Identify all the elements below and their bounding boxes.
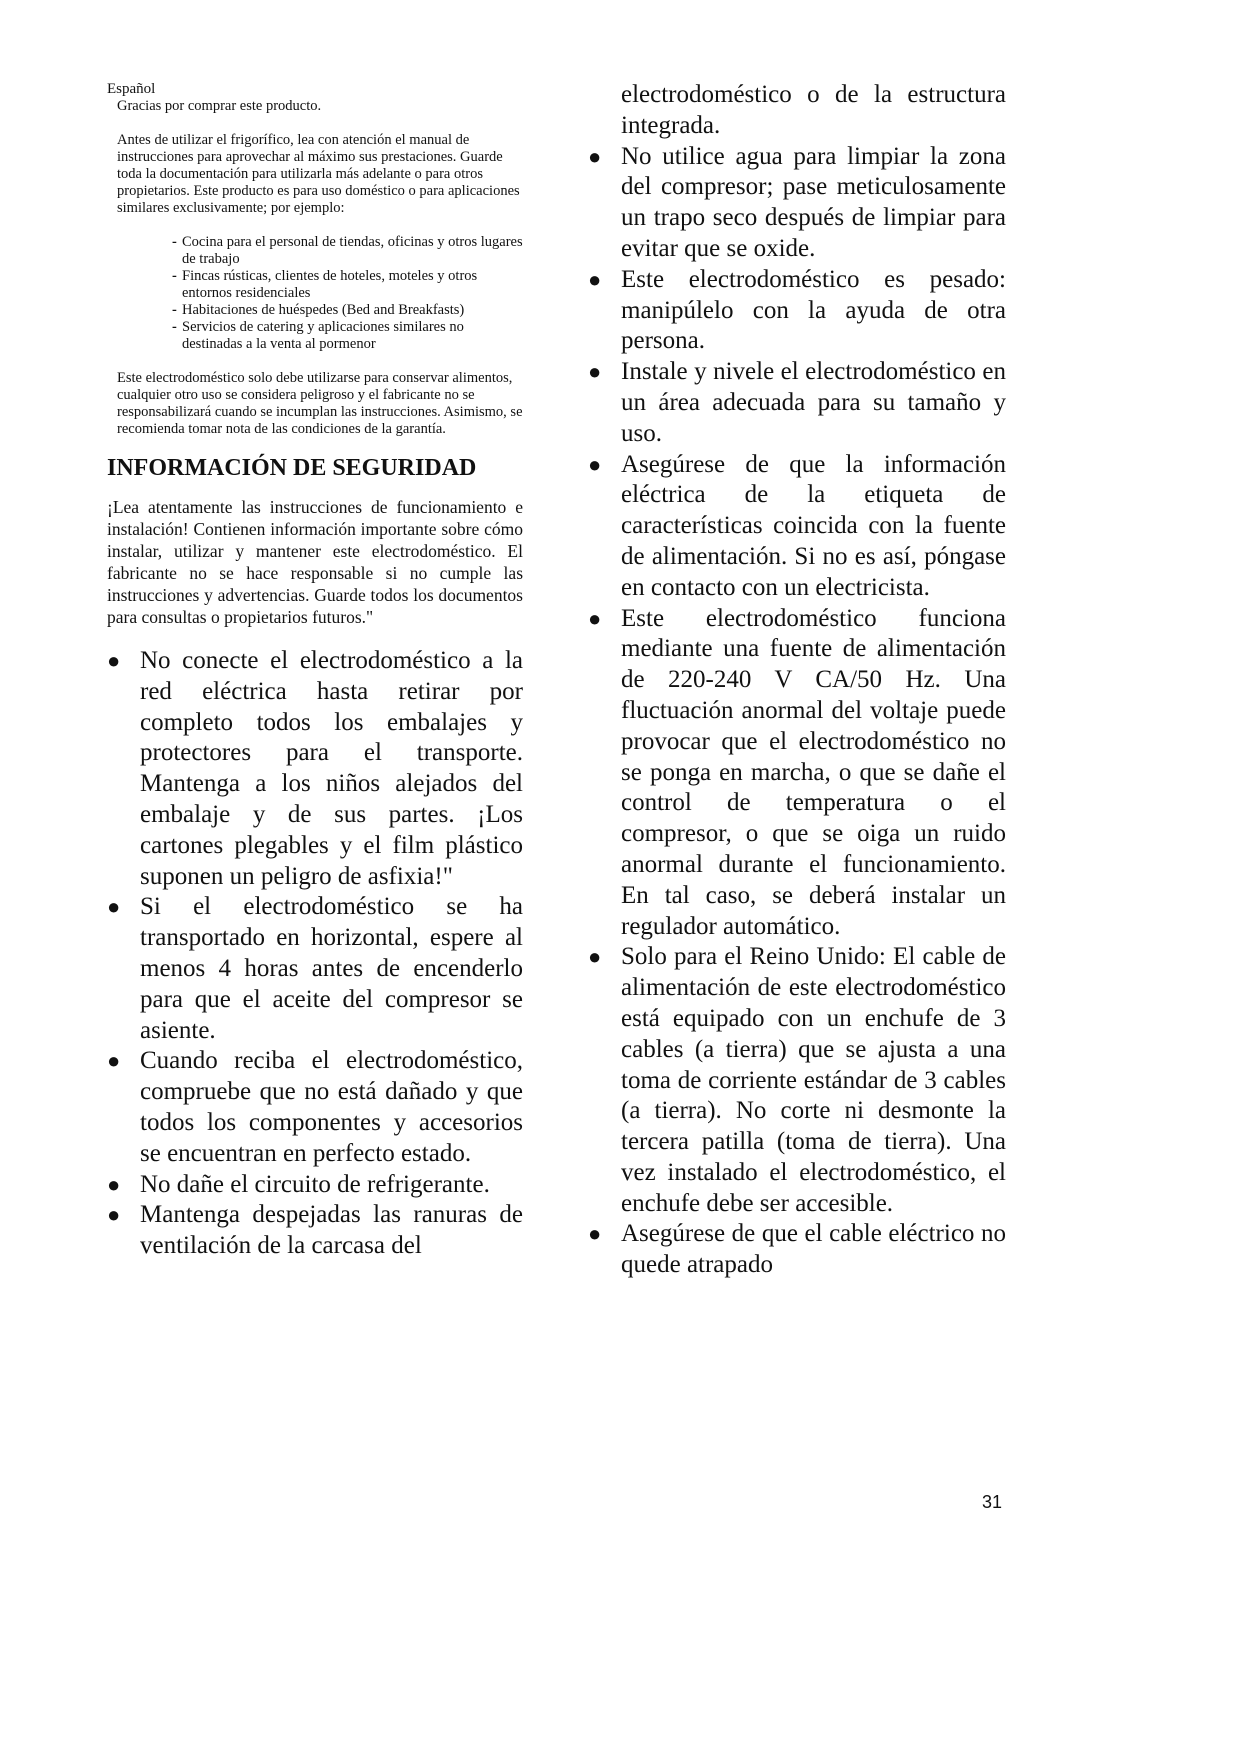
bullet-icon: ● [107, 1048, 121, 1074]
list-item: ● Mantenga despejadas las ranuras de ventilación de la carcasa del [107, 1201, 523, 1260]
bullet-icon: ● [107, 1171, 121, 1197]
list-item: ● Instale y nivele el electrodoméstico en un área adecuada para su tamaño y uso. [588, 358, 1006, 447]
list-item: ● No dañe el circuito de refrigerante. [107, 1170, 523, 1201]
list-item: - Fincas rústicas, clientes de hoteles, moteles y otros entornos residenciales [172, 268, 523, 302]
list-item: ● Asegúrese de que el cable eléctrico no quede atrapado [588, 1220, 1006, 1279]
list-item: ● Cuando reciba el electrodoméstico, compruebe que no está dañado y que todos los componentes y accesorios se encuentran en perfecto estado. [107, 1047, 523, 1167]
safety-list-left [107, 646, 523, 1262]
bullet-icon: ● [588, 451, 602, 477]
list-item: ● Solo para el Reino Unido: El cable de alimentación de este electrodoméstico está equipado con un enchufe de 3 cables (a tierra) que se ajusta a una toma de corriente estándar de 3 cables (a tierra). No corte ni desmonte la tercera patilla (toma de tierra). Una vez instalado el electrodoméstico, el enchufe debe ser accesible. [588, 943, 1006, 1217]
list-item: ● No conecte el electrodoméstico a la red eléctrica hasta retirar por completo todos los embalajes y protectores para el transporte. Mantenga a los niños alejados del embalaje y de sus partes. ¡Los cartones plegables y el film plástico suponen un peligro de asfixia!" [107, 647, 523, 890]
list-item: - Servicios de catering y aplicaciones similares no destinadas a la venta al pormenor [172, 319, 523, 353]
bullet-icon: ● [107, 648, 121, 673]
section-intro: ¡Lea atentamente las instrucciones de funcionamiento e instalación! Contienen información importante sobre cómo instalar, utilizar y mantener este electrodoméstico. El fabricante no se hace responsable si no cumple las instrucciones y advertencias. Guarde todos los documentos para consultas o propietarios futuros." [107, 497, 523, 627]
bullet-icon: ● [588, 605, 602, 631]
usage-examples-list [172, 234, 523, 353]
list-item: ● Si el electrodoméstico se ha transportado en horizontal, espere al menos 4 horas antes de encenderlo para que el aceite del compresor se asiente. [107, 893, 523, 1044]
left-column [107, 80, 523, 1262]
list-item: - Habitaciones de huéspedes (Bed and Breakfasts) [172, 302, 523, 319]
bullet-icon: ● [588, 266, 602, 292]
bullet-icon: ● [588, 359, 602, 385]
section-heading: INFORMACIÓN DE SEGURIDAD [107, 455, 477, 481]
list-item: ● Este electrodoméstico funciona mediante una fuente de alimentación de 220-240 V CA/50 Hz. Una fluctuación anormal del voltaje puede provocar que el electrodoméstico no se ponga en marcha, o que se dañe el control de temperatura o el compresor, o que se oiga un ruido anormal durante el funcionamiento. En tal caso, se deberá instalar un regulador automático. [588, 604, 1006, 940]
right-column [588, 80, 1006, 1281]
language-label: Español [107, 81, 156, 97]
list-item: ● Asegúrese de que la información eléctrica de la etiqueta de características coincida con la fuente de alimentación. Si no es así, póngase en contacto con un electricista. [588, 450, 1006, 601]
page-number: 31 [982, 1492, 1003, 1512]
bullet-icon: ● [588, 944, 602, 970]
usage-paragraph: Este electrodoméstico solo debe utilizarse para conservar alimentos, cualquier otro uso se considera peligroso y el fabricante no se responsabilizará cuando se incumplan las instrucciones. Asimismo, se recomienda tomar nota de las condiciones de la garantía. [117, 370, 523, 437]
bullet-icon: ● [588, 143, 602, 169]
list-item: ● No utilice agua para limpiar la zona del compresor; pase meticulosamente un trapo seco después de limpiar para evitar que se oxide. [588, 142, 1006, 262]
bullet-icon: ● [107, 894, 121, 920]
bullet-icon: ● [588, 1221, 602, 1247]
safety-list-right [588, 142, 1006, 1281]
intro-paragraph: Antes de utilizar el frigorífico, lea con atención el manual de instrucciones para aprovechar al máximo sus prestaciones. Guarde toda la documentación para utilizarla más adelante o para otros propietarios. Este producto es para uso doméstico o para aplicaciones similares exclusivamente; por ejemplo: [117, 132, 520, 216]
bullet-icon: ● [107, 1202, 121, 1228]
intro-small [117, 98, 523, 438]
list-item: - Cocina para el personal de tiendas, oficinas y otros lugares de trabajo [172, 234, 523, 268]
thanks-text: Gracias por comprar este producto. [117, 98, 322, 114]
list-item: ● Este electrodoméstico es pesado: manipúlelo con la ayuda de otra persona. [588, 265, 1006, 355]
continued-text: electrodoméstico o de la estructura integrada. [621, 81, 1006, 139]
